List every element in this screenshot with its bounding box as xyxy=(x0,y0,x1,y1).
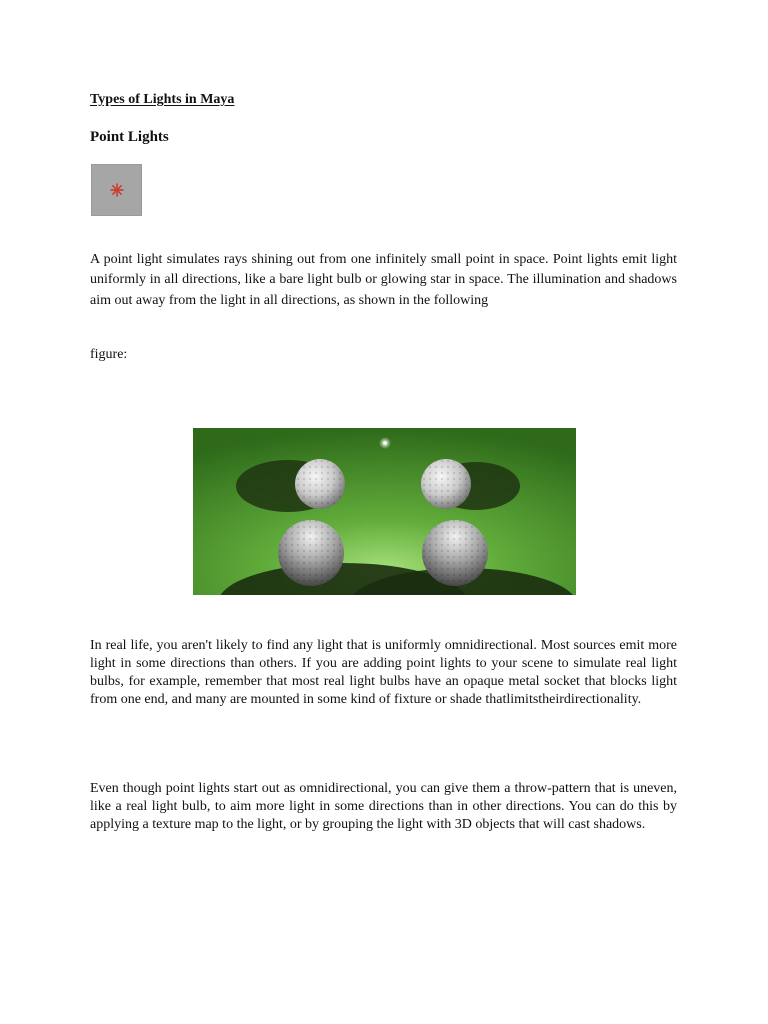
light-source xyxy=(383,441,387,445)
figure-label: figure: xyxy=(90,347,128,362)
point-light-render-image xyxy=(193,428,576,595)
golf-balls-figure xyxy=(193,428,576,595)
section-heading-point-lights: Point Lights xyxy=(90,129,169,145)
document-title: Types of Lights in Maya xyxy=(90,92,235,107)
point-light-icon xyxy=(91,164,142,216)
paragraph-real-life: In real life, you aren't likely to find any light that is uniformly omnidirectional. Most sources emit more light in some directions than others. If you are adding point lights to your scene to simulate real light bulbs, for example, remember that most real light bulbs have an opaque metal socket that blocks light from one end, and many are mounted in some kind of fixture or shade thatlimitstheirdirectionality. xyxy=(90,638,677,707)
paragraph-throw-pattern: Even though point lights start out as omnidirectional, you can give them a throw-pattern that is uneven, like a real light bulb, to aim more light in some directions than in other directions. You can do this by applying a texture map to the light, or by grouping the light with 3D objects that will cast shadows. xyxy=(90,781,677,832)
paragraph-intro: A point light simulates rays shining out from one infinitely small point in space. Point lights emit light uniformly in all directions, like a bare light bulb or glowing star in space. The illumination and shadows aim out away from the light in all directions, as shown in the following xyxy=(90,252,677,308)
star-burst-icon xyxy=(110,183,124,197)
